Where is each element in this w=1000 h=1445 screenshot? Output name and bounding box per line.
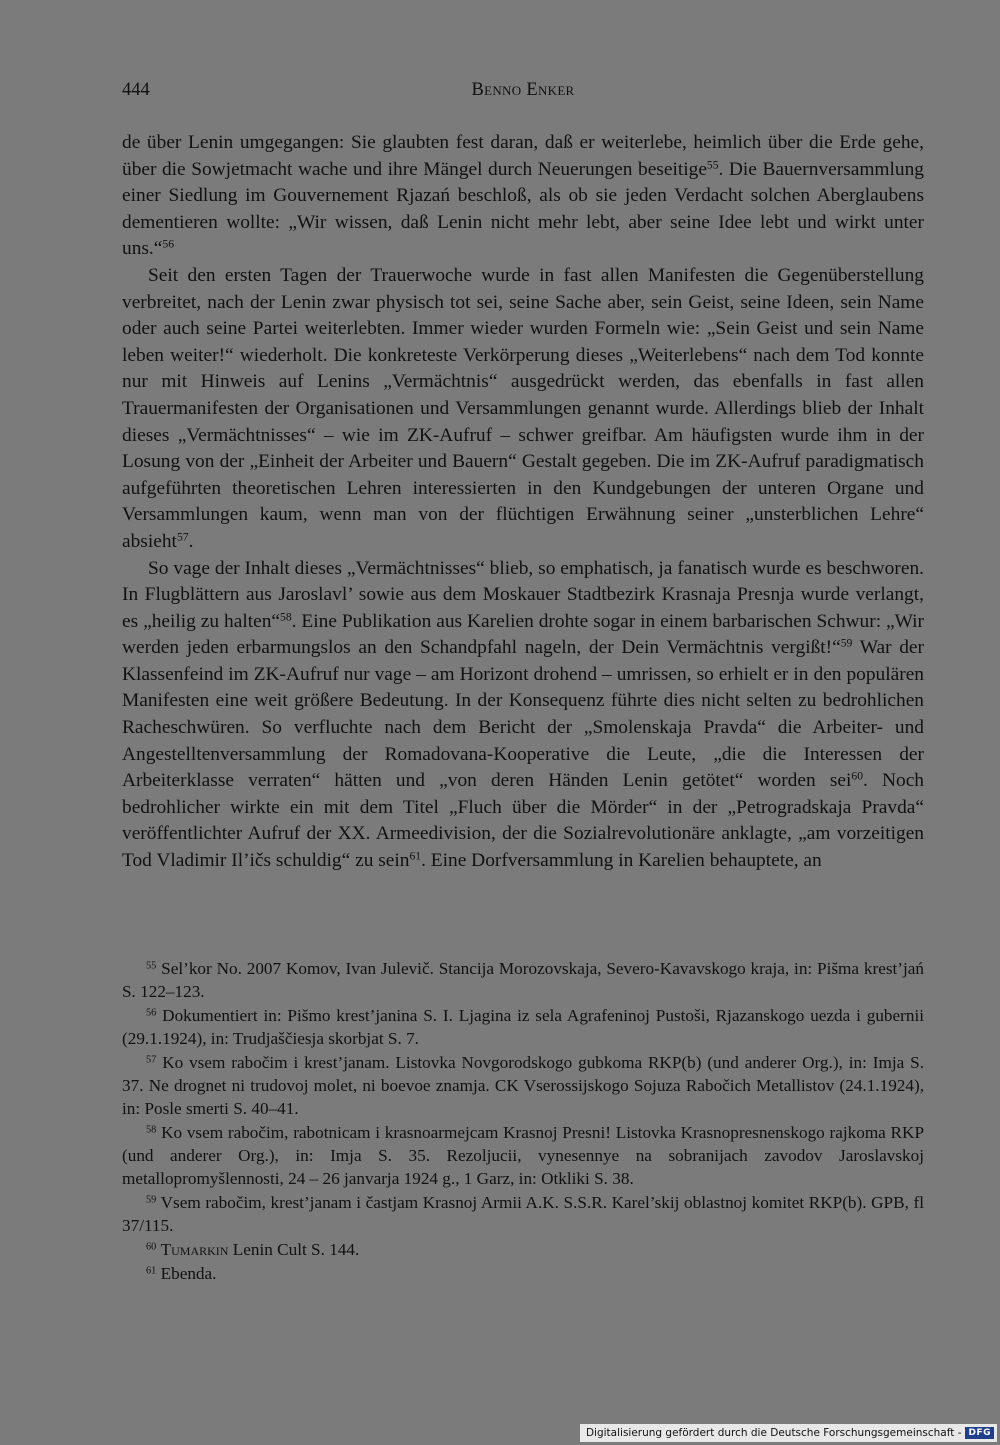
text-run: Ko vsem rabočim, rabotnicam i krasnoarmejcam Krasnoj Presni! Listovka Krasnopresnenskogo rajkoma RKP (und anderer Org.), in: Imja S. 35. Rezoljucii, vynesennye na sobranijach zavodov Jaroslavskoj metallopromyšlennosti, 24 – 26 janvarja 1924 g., 1 Garz, in: Otkliki S. 38. — [122, 1123, 924, 1188]
dfg-logo: DFG — [965, 1427, 994, 1439]
author-name: Tumarkin — [160, 1240, 229, 1260]
footnote-number: 55 — [146, 960, 157, 972]
footnote — [122, 1052, 924, 1120]
page-number: 444 — [122, 80, 150, 100]
text-run: So vage der Inhalt dieses „Vermächtnisses“ blieb, so emphatisch, ja fanatisch wurde es beschworen. In Flugblättern aus Jaroslavl’ sowie aus dem Moskauer Stadtbezirk Krasnaja Presnja wurde verlangt, es „heilig zu halten“ — [122, 557, 924, 632]
footnote-ref: 61 — [409, 849, 422, 863]
footnote-number: 61 — [146, 1265, 157, 1277]
digitization-credit — [580, 1424, 997, 1442]
footnote-number: 57 — [146, 1054, 157, 1066]
footnote — [122, 1122, 924, 1190]
text-run: de über Lenin umgegangen: Sie glaubten fest daran, daß er weiterlebe, heimlich über die Erde gehe, über die Sowjetmacht wache und ihre Mängel durch Neuerungen beseitige — [122, 132, 924, 180]
paragraph — [122, 130, 924, 263]
footnote — [122, 1192, 924, 1238]
footnotes — [122, 958, 924, 1288]
paragraph — [122, 556, 924, 875]
footnote-ref: 55 — [706, 158, 719, 172]
footnote-number: 59 — [146, 1194, 157, 1206]
paragraph — [122, 263, 924, 556]
footnote-ref: 60 — [851, 769, 863, 783]
footnote-ref: 57 — [176, 530, 189, 544]
footnote — [122, 958, 924, 1004]
body-text — [122, 130, 924, 875]
text-run: . Die Bauernversammlung einer Siedlung im Gouvernement Rjazań beschloß, als ob sie jeden Verdacht solchen Aberglaubens dementieren wollte: „Wir wissen, daß Lenin nicht mehr lebt, aber seine Idee lebt und wirkt unter uns.“ — [122, 158, 924, 260]
footnote — [122, 1005, 924, 1051]
text-run: . Eine Dorfversammlung in Karelien behauptete, an — [421, 850, 822, 872]
footnote-number: 58 — [146, 1124, 157, 1136]
text-run: Dokumentiert in: Pis̆mo krest’janina S. I. Ljagina iz sela Agrafeninoj Pustoši, Rjazanskogo uezda i gubernii (29.1.1924), in: Trudjaščiesja skorbjat S. 7. — [122, 1006, 924, 1048]
footnote — [122, 1263, 924, 1286]
text-run: . Eine Publikation aus Karelien drohte sogar in einem barbarischen Schwur: „Wir werden jeden erbarmungslos an den Schandpfahl nageln, der Dein Vermächtnis vergißt!“ — [122, 610, 924, 659]
running-head: Benno Enker — [471, 80, 575, 100]
text-run: Vsem rabočim, krest’janam i častjam Krasnoj Armii A.K. S.S.R. Karel’skij oblastnoj komitet RKP(b). GPB, fl 37/115. — [122, 1192, 924, 1235]
text-run: . — [188, 530, 194, 552]
text-run: Seit den ersten Tagen der Trauerwoche wurde in fast allen Manifesten die Gegenüberstellung verbreitet, nach der Lenin zwar physisch tot sei, seine Sache aber, sein Geist, seine Ideen, sein Name oder auch seine Partei weiterlebten. Immer wieder wurden Formeln wie: „Sein Geist und sein Name leben weiter!“ wiederholt. Die konkreteste Verkörperung dieses „Weiterlebens“ nach dem Tod konnte nur mit Hinweis auf Lenins „Vermächtnis“ ausgedrückt werden, das ebenfalls in fast allen Trauermanifesten der Organisationen und Versammlungen genannt wurde. Allerdings blieb der Inhalt dieses „Vermächtnisses“ – wie im ZK-Aufruf – schwer greifbar. Am häufigsten wurde ihm in der Losung von der „Einheit der Arbeiter und Bauern“ Gestalt gegeben. Die im ZK-Aufruf paradigmatisch aufgeführten theoretischen Lehren interessierten in den Kundgebungen der unteren Organe und Versammlungen kaum, wenn man von der flüchtigen Erwähnung seiner „unsterblichen Lehre“ absieht — [122, 264, 924, 552]
footnote-ref: 59 — [840, 636, 853, 650]
text-run: War der Klassenfeind im ZK-Aufruf nur vage – am Horizont drohend – umrissen, so erhielt er in den populären Manifesten eine weit größere Bedeutung. In der Konsequenz führte dies nicht selten zu bedrohlichen Racheschwüren. So verfluchte nach dem Bericht der „Smolenskaja Pravda“ die Arbeiter- und Angestelltenversammlung der Romadovana-Kooperative die Leute, „die die Interessen der Arbeiterklasse verraten“ hätten und „von deren Händen Lenin getötet“ worden sei — [122, 637, 924, 792]
footnote-number: 60 — [146, 1241, 157, 1253]
text-run: Sel’kor No. 2007 Komov, Ivan Julevič. Stancija Morozovskaja, Severo-Kavavskogo kraja, in: Pis̆ma krest’jań S. 122–123. — [122, 959, 925, 1001]
footnote-number: 56 — [146, 1007, 157, 1019]
footnote-ref: 56 — [162, 237, 175, 251]
page-header — [122, 80, 924, 106]
text-run: . Noch bedrohlicher wirkte ein mit dem Titel „Fluch über die Mörder“ in der „Petrogradskaja Pravda“ veröffentlichter Aufruf der XX. Armeedivision, der die Sozialrevolutionäre anklagte, „am vorzeitigen Tod Vladimir Il’ičs schuldig“ zu sein — [122, 770, 924, 872]
text-run: Ebenda. — [160, 1264, 217, 1284]
footnote-ref: 58 — [280, 610, 292, 624]
footnote — [122, 1239, 924, 1262]
text-run: Ko vsem rabočim i krest’janam. Listovka Novgorodskogo gubkoma RKP(b) (und anderer Org.), in: Imja S. 37. Ne drognet ni trudovoj molet, ni boevoe znamja. CK Vserossijskogo Sojuza Rabočich Metallistov (24.1.1924), in: Posle smerti S. 40–41. — [122, 1053, 924, 1118]
text-run: Lenin Cult S. 144. — [228, 1240, 360, 1260]
credit-text: Digitalisierung gefördert durch die Deutsche Forschungsgemeinschaft - — [585, 1427, 962, 1439]
